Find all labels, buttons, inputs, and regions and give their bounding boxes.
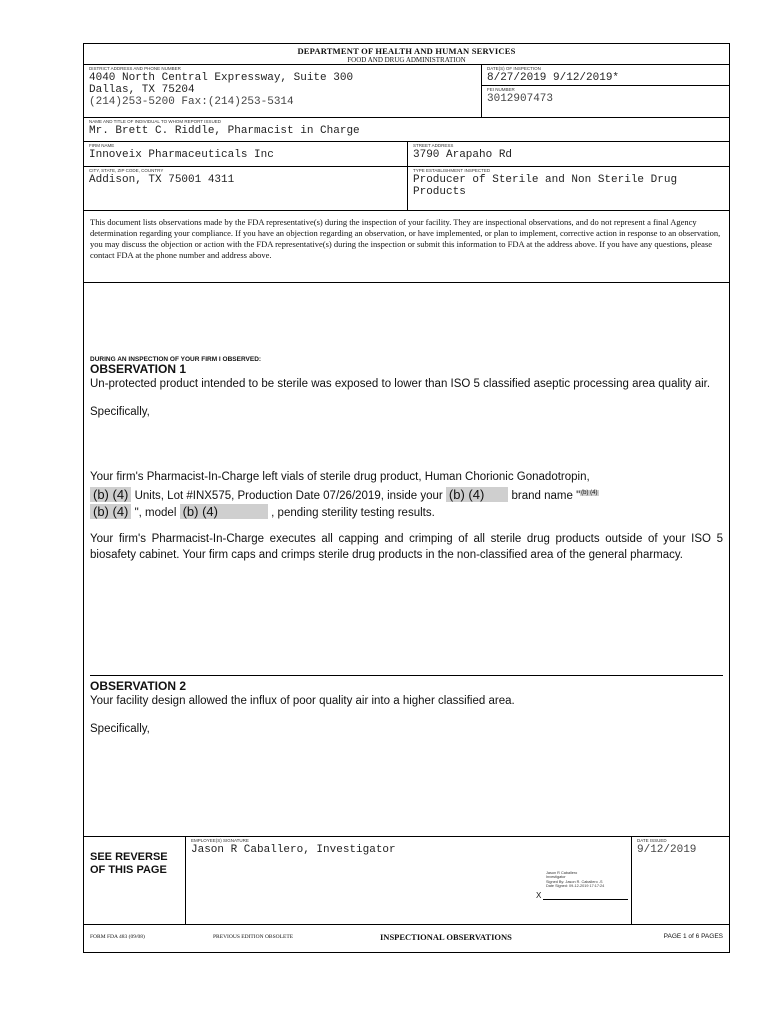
redaction: (b) (4) [90, 487, 131, 502]
observation-2-area [84, 680, 729, 737]
signature-row [84, 836, 729, 925]
establishment-type: Producer of Sterile and Non Sterile Drug Products [413, 174, 678, 198]
recipient-label: NAME AND TITLE OF INDIVIDUAL TO WHOM REPORT ISSUED [89, 119, 221, 124]
obs1-text-a: Your firm's Pharmacist-In-Charge left vials of sterile drug product, Human Chorionic Gonadotropin, [90, 471, 590, 483]
fei-label: FEI NUMBER [487, 87, 515, 92]
firm-cell [84, 142, 408, 166]
obs1-text-e: , pending sterility testing results. [267, 506, 435, 519]
obs1-text-b: Units, Lot #INX575, Production Date 07/26/2019, inside your [131, 489, 446, 502]
redaction: (b) (4) [90, 504, 131, 519]
page-number: PAGE 1 of 6 PAGES [663, 933, 723, 940]
observation-1-title: OBSERVATION 1 [90, 362, 187, 376]
during-inspection-heading: DURING AN INSPECTION OF YOUR FIRM I OBSERVED: [90, 356, 262, 363]
city-cell [84, 167, 408, 210]
observation-1-detail-2: Your firm's Pharmacist-In-Charge executes all capping and crimping of all sterile drug products outside of your ISO 5 biosafety cabinet. Your firm caps and crimps sterile drug products in the non-classified area of the general pharmacy. [90, 532, 723, 561]
recipient-cell [84, 118, 729, 141]
obs1-text-c: brand name " [508, 489, 581, 502]
district-row [84, 65, 729, 118]
agency-title: FOOD AND DRUG ADMINISTRATION [347, 56, 466, 64]
form-number: FORM FDA 483 (09/08) [90, 933, 145, 940]
dates-label: DATE(S) OF INSPECTION [487, 66, 541, 71]
sig-x: X [536, 890, 542, 900]
city-label: CITY, STATE, ZIP CODE, COUNTRY [89, 168, 164, 173]
date-issued: 9/12/2019 [637, 844, 697, 856]
sig-date-signed: Date Signed: 09-12-2019 17:17:24 [546, 884, 605, 889]
type-label: TYPE ESTABLISHMENT INSPECTED [413, 168, 491, 173]
redaction: (b) (4) [180, 504, 268, 519]
street-label: STREET ADDRESS [413, 143, 454, 148]
observation-1-detail-1 [90, 469, 723, 521]
district-line3: (214)253-5200 Fax:(214)253-5314 [89, 96, 294, 108]
inspection-dates: 8/27/2019 9/12/2019* [487, 72, 620, 84]
form-header [84, 44, 729, 65]
obs1-text-d: ", model [131, 506, 180, 519]
street-cell [408, 142, 729, 166]
form-footer [84, 921, 729, 952]
fda-483-form [83, 43, 730, 953]
sig-signed-by: Signed By: Jason R. Caballero -S [546, 879, 603, 884]
city-state-zip: Addison, TX 75001 4311 [89, 174, 235, 186]
digital-signature [536, 871, 628, 900]
observation-2-specifically: Specifically, [90, 723, 150, 735]
previous-edition: PREVIOUS EDITION OBSOLETE [213, 933, 294, 940]
dates-cell [482, 65, 729, 117]
observations-area [84, 351, 729, 563]
signature-line [543, 892, 628, 900]
employee-cell [186, 837, 632, 924]
employee-name: Jason R Caballero, Investigator [191, 844, 396, 856]
employee-label: EMPLOYEE(S) SIGNATURE [191, 838, 249, 843]
sig-role: Investigator [546, 875, 566, 880]
fei-number: 3012907473 [487, 93, 554, 105]
observation-1-specifically: Specifically, [90, 406, 150, 418]
recipient-name: Mr. Brett C. Riddle, Pharmacist in Charge [89, 125, 360, 137]
redaction: (b) (4) [581, 490, 598, 496]
observation-1-summary: Un-protected product intended to be sterile was exposed to lower than ISO 5 classified aseptic processing area quality air. [90, 378, 711, 390]
district-cell [84, 65, 482, 117]
footer-title: INSPECTIONAL OBSERVATIONS [380, 931, 512, 942]
firm-name: Innoveix Pharmaceuticals Inc [89, 149, 274, 161]
observation-2-summary: Your facility design allowed the influx of poor quality air into a higher classified area. [90, 695, 515, 707]
city-row [84, 167, 729, 211]
department-title: DEPARTMENT OF HEALTH AND HUMAN SERVICES [297, 46, 516, 56]
street-address: 3790 Arapaho Rd [413, 149, 513, 161]
firm-row [84, 142, 729, 167]
see-reverse-cell [84, 837, 186, 924]
redaction: (b) (4) [446, 487, 508, 502]
see-reverse-text: SEE REVERSE OF THIS PAGE [90, 851, 168, 876]
district-line1: 4040 North Central Expressway, Suite 300 [89, 72, 354, 84]
date-issued-cell [632, 837, 729, 924]
district-line2: Dallas, TX 75204 [89, 84, 195, 96]
recipient-row [84, 118, 729, 142]
notice-paragraph: This document lists observations made by the FDA representative(s) during the inspection of your facility. They are inspectional observations, and do not represent a final Agency determination regarding your compliance. If you have an objection regarding an observation, or have implemented, or plan to implement, corrective action in response to an observation, you may discuss the objection or action with the FDA representative(s) during the inspection or submit this information to FDA at the address above. If you have any questions, please contact FDA at the phone number and address above. [84, 211, 729, 283]
date-issued-label: DATE ISSUED [637, 838, 667, 843]
observation-2-title: OBSERVATION 2 [90, 679, 187, 693]
district-label: DISTRICT ADDRESS AND PHONE NUMBER [89, 66, 181, 71]
type-cell [408, 167, 729, 210]
observation-divider [90, 675, 723, 676]
firm-label: FIRM NAME [89, 143, 115, 148]
sig-name: Jason R Caballero [546, 871, 578, 875]
